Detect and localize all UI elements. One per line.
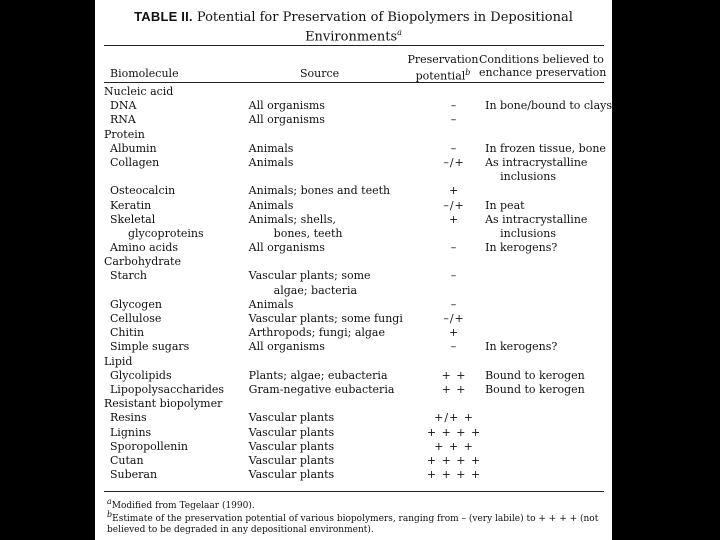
table-row xyxy=(95,269,612,283)
conditions-cell xyxy=(485,326,612,340)
source-cell xyxy=(249,355,423,369)
header-conditions-line2: enchance preservation xyxy=(479,66,607,79)
source-cell: Animals; shells, xyxy=(248,212,336,226)
biomolecule-name xyxy=(95,170,249,184)
biomolecule-name: Skeletal xyxy=(110,212,156,226)
potential-cell xyxy=(423,284,485,298)
source-cell: Gram-negative eubacteria xyxy=(248,382,395,396)
header-conditions xyxy=(479,53,606,79)
table-row xyxy=(95,454,612,468)
source-cell: Vascular plants xyxy=(248,439,335,453)
biomolecule-name: Lipopolysaccharides xyxy=(110,382,225,396)
biomolecule-name: RNA xyxy=(110,113,136,127)
table-row xyxy=(95,298,612,312)
table-row xyxy=(95,241,612,255)
category-row xyxy=(95,397,612,411)
biomolecule-name: Starch xyxy=(110,269,148,283)
table-row xyxy=(95,411,612,425)
source-cell: All organisms xyxy=(248,99,325,113)
conditions-cell: In frozen tissue, bone xyxy=(485,141,606,155)
biomolecule-name xyxy=(95,284,249,298)
biomolecule-name: Chitin xyxy=(110,326,145,340)
conditions-cell xyxy=(485,355,612,369)
potential-cell: + xyxy=(448,184,460,198)
source-cell xyxy=(249,255,423,269)
potential-cell: –/+ xyxy=(443,155,465,169)
conditions-cell: Bound to kerogen xyxy=(485,368,585,382)
table-row xyxy=(95,440,612,454)
conditions-cell: Bound to kerogen xyxy=(485,382,585,396)
biomolecule-name: Glycolipids xyxy=(110,368,172,382)
category-row xyxy=(95,128,612,142)
potential-cell: – xyxy=(450,113,458,127)
conditions-cell: As intracrystalline xyxy=(485,155,588,169)
category-row xyxy=(95,355,612,369)
potential-cell xyxy=(423,227,485,241)
biomolecule-name: Suberan xyxy=(110,468,158,482)
source-cell: Vascular plants xyxy=(248,468,335,482)
conditions-cell xyxy=(485,255,612,269)
source-cell: Vascular plants; some xyxy=(248,269,371,283)
header-source: Source xyxy=(300,67,340,80)
biomolecule-name: Osteocalcin xyxy=(110,184,176,198)
potential-cell xyxy=(423,255,485,269)
potential-cell: – xyxy=(450,99,458,113)
table-row xyxy=(95,99,612,113)
potential-cell: + + xyxy=(441,382,467,396)
table-row xyxy=(95,326,612,340)
source-cell xyxy=(249,397,423,411)
biomolecule-name: Cellulose xyxy=(110,312,162,325)
biomolecule-name: Simple sugars xyxy=(110,340,190,354)
table-row xyxy=(95,199,612,213)
category-name: Lipid xyxy=(104,354,133,368)
biomolecule-name: Albumin xyxy=(110,141,157,155)
potential-cell: – xyxy=(450,340,458,354)
potential-cell: + xyxy=(448,326,460,340)
title-text-line1: Potential for Preservation of Biopolymers in Depositional xyxy=(196,10,573,25)
source-cell: Animals xyxy=(248,297,294,311)
header-potential-line2: potential xyxy=(415,69,466,83)
table-row xyxy=(95,113,612,127)
table-row xyxy=(95,184,612,198)
biomolecule-name: Resins xyxy=(110,411,147,425)
potential-cell xyxy=(423,128,485,142)
source-cell: Animals xyxy=(248,141,294,155)
title-text-line2: Environments xyxy=(305,29,398,45)
source-cell xyxy=(249,128,423,142)
potential-cell xyxy=(423,355,485,369)
footnote-mark: b xyxy=(107,510,113,519)
conditions-cell xyxy=(485,397,612,411)
header-conditions-line1: Conditions believed to xyxy=(479,53,604,66)
source-cell: Vascular plants xyxy=(248,453,335,467)
header-rule xyxy=(104,82,604,83)
potential-cell: – xyxy=(450,141,458,155)
conditions-cell xyxy=(485,284,612,298)
table-page xyxy=(95,0,612,540)
source-cell: Vascular plants; some fungi xyxy=(248,312,403,325)
conditions-cell: As intracrystalline xyxy=(485,212,588,226)
header-potential xyxy=(405,53,481,83)
source-cell xyxy=(249,85,423,99)
source-cell: All organisms xyxy=(248,340,325,354)
header-biomolecule: Biomolecule xyxy=(110,67,179,80)
potential-cell: + + + + xyxy=(426,453,482,467)
footnote-text: Estimate of the preservation potential of various biopolymers, ranging from – (very labile) to + + + + (not believed to be degraded in any depositional environment). xyxy=(107,514,599,535)
footnote-b xyxy=(107,509,607,536)
table-row xyxy=(95,340,612,354)
biomolecule-name: Keratin xyxy=(110,198,152,212)
conditions-cell xyxy=(485,85,612,99)
conditions-cell: inclusions xyxy=(500,170,556,184)
source-cell: Animals xyxy=(248,155,294,169)
source-cell: Plants; algae; eubacteria xyxy=(248,368,388,382)
table-row xyxy=(95,383,612,397)
potential-cell: + + + xyxy=(434,439,474,453)
category-name: Resistant biopolymer xyxy=(104,397,223,411)
conditions-cell xyxy=(485,440,612,454)
top-rule xyxy=(104,45,604,46)
table-row xyxy=(95,369,612,383)
conditions-cell xyxy=(485,468,612,482)
table-row xyxy=(95,227,612,241)
table-row xyxy=(95,170,612,184)
conditions-cell: inclusions xyxy=(500,226,556,240)
biomolecule-name: Collagen xyxy=(110,155,160,169)
biopolymer-table xyxy=(95,85,612,482)
potential-cell xyxy=(423,170,485,184)
conditions-cell: In bone/bound to clays xyxy=(485,99,612,113)
category-name: Nucleic acid xyxy=(104,85,174,98)
potential-cell: + + + + xyxy=(426,425,482,439)
table-label: TABLE II. xyxy=(134,9,193,24)
table-row xyxy=(95,156,612,170)
conditions-cell xyxy=(485,269,612,283)
category-name: Carbohydrate xyxy=(104,255,181,269)
table-title xyxy=(95,9,612,44)
header-potential-line1: Preservation xyxy=(407,53,479,66)
header-potential-note: b xyxy=(465,68,471,77)
source-cell: algae; bacteria xyxy=(273,283,358,297)
bottom-rule xyxy=(104,491,604,492)
conditions-cell xyxy=(485,312,612,326)
category-name: Protein xyxy=(104,127,145,141)
category-row xyxy=(95,255,612,269)
conditions-cell: In peat xyxy=(485,198,525,212)
table-body xyxy=(95,85,612,482)
table-row xyxy=(95,142,612,156)
conditions-cell xyxy=(485,184,612,198)
conditions-cell xyxy=(485,298,612,312)
footnote-mark: a xyxy=(107,497,112,506)
source-cell: Vascular plants xyxy=(248,425,335,439)
title-footnote-mark: a xyxy=(397,28,402,37)
table-row xyxy=(95,468,612,482)
conditions-cell xyxy=(485,426,612,440)
biomolecule-name: Amino acids xyxy=(110,241,179,255)
source-cell: Animals xyxy=(248,198,294,212)
potential-cell: – xyxy=(450,297,458,311)
potential-cell: – xyxy=(450,241,458,255)
category-row xyxy=(95,85,612,99)
conditions-cell xyxy=(485,411,612,425)
source-cell: All organisms xyxy=(248,241,325,255)
biomolecule-name: Cutan xyxy=(110,453,144,467)
table-row xyxy=(95,312,612,326)
conditions-cell xyxy=(485,454,612,468)
table-row xyxy=(95,213,612,227)
potential-cell: + xyxy=(448,212,460,226)
source-cell: Animals; bones and teeth xyxy=(248,184,391,198)
potential-cell xyxy=(423,85,485,99)
potential-cell: + + + + xyxy=(426,468,482,482)
biomolecule-name: glycoproteins xyxy=(128,226,204,240)
source-cell: All organisms xyxy=(248,113,325,127)
potential-cell xyxy=(423,397,485,411)
source-cell: bones, teeth xyxy=(273,226,343,240)
source-cell: Arthropods; fungi; algae xyxy=(248,326,386,340)
biomolecule-name: Lignins xyxy=(110,425,152,439)
biomolecule-name: DNA xyxy=(110,99,137,113)
source-cell: Vascular plants xyxy=(248,411,335,425)
table-row xyxy=(95,284,612,298)
conditions-cell: In kerogens? xyxy=(485,241,558,255)
table-row xyxy=(95,426,612,440)
potential-cell: +/+ + xyxy=(434,411,474,425)
footnote-text: Modified from Tegelaar (1990). xyxy=(111,501,255,511)
conditions-cell xyxy=(485,128,612,142)
biomolecule-name: Glycogen xyxy=(110,297,162,311)
source-cell xyxy=(249,170,423,184)
potential-cell: – xyxy=(450,269,458,283)
potential-cell: –/+ xyxy=(443,312,465,325)
conditions-cell: In kerogens? xyxy=(485,340,558,354)
biomolecule-name: Sporopollenin xyxy=(110,439,188,453)
potential-cell: –/+ xyxy=(443,198,465,212)
conditions-cell xyxy=(485,113,612,127)
potential-cell: + + xyxy=(441,368,467,382)
